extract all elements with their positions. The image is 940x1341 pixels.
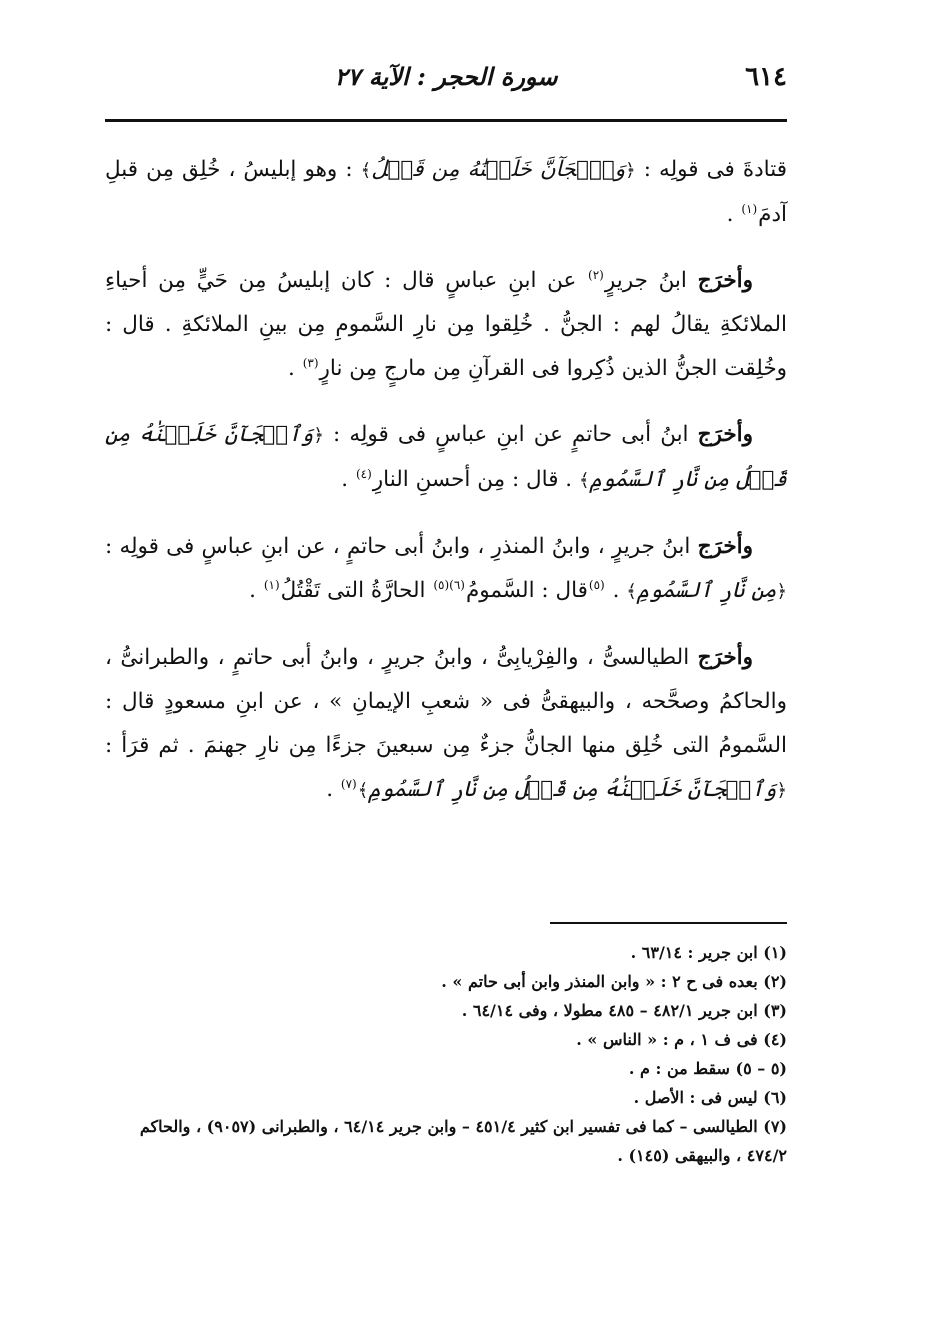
footnote-ref[interactable]: (٥) <box>588 577 605 592</box>
text-run: الحارَّةُ التى تَقْتُلُ <box>280 578 433 603</box>
footnote-ref[interactable]: (٣) <box>302 355 319 370</box>
ornate-bracket: ﴿ <box>625 160 636 181</box>
footnote-ref[interactable]: (٢) <box>588 267 604 282</box>
paragraph <box>105 413 787 503</box>
paragraph-lead: وأخرَج <box>697 645 753 670</box>
footnote-ref[interactable]: (٤) <box>355 466 372 481</box>
paragraph <box>105 148 787 237</box>
running-title: سورة الحجر : الآية ٢٧ <box>334 62 558 91</box>
header-rule <box>105 119 787 122</box>
text-run: . قال : مِن أحسنِ النارِ <box>372 467 579 492</box>
text-run: ابنُ جريرٍ ، وابنُ المنذرِ ، وابنُ أبى حاتمٍ ، عن ابنِ عباسٍ فى قولِه : <box>105 534 698 559</box>
footnote-ref[interactable]: (٦)(٥) <box>433 577 465 592</box>
text-run: . <box>326 777 340 802</box>
paragraph-lead: وأخرَج <box>697 534 753 559</box>
footnote-separator <box>550 922 787 924</box>
footnote: (٢) بعده فى ح ٢ : « وابن المنذر وابن أبى حاتم » . <box>441 972 787 991</box>
paragraph <box>105 525 787 614</box>
ornate-bracket: ﴾ <box>360 160 372 181</box>
paragraph <box>105 636 787 813</box>
text-run: الطيالسىُّ ، والفِرْيابِىُّ ، وابنُ جريرٍ ، وابنُ أبى حاتمٍ ، والطبرانىُّ ، والحاكمُ وصحَّحه ، والبيهقىُّ فى « شعبِ الإيمانِ » ، عن ابنِ مسعودٍ قال : السَّمومُ التى خُلِق منها الجانُّ جزءٌ مِن سبعينَ جزءًا مِن نارِ جهنمَ . ثم قرَأ : <box>105 645 787 758</box>
ornate-bracket: ﴿ <box>313 425 324 446</box>
ornate-bracket: ﴾ <box>357 780 369 801</box>
quran-verse: وَٱلۡجَآنَّ خَلَقۡنَٰهُ مِن قَبۡلُ مِن نَّارِ ٱلسَّمُومِ <box>368 777 777 802</box>
main-text <box>105 148 787 835</box>
ornate-bracket: ﴿ <box>776 581 787 602</box>
paragraph-lead: وأخرَج <box>697 268 753 293</box>
page-number: ٦١٤ <box>745 62 787 92</box>
text-run: . <box>249 578 263 603</box>
text-run: : وهو إبليسُ ، خُلِق مِن قبلِ آدمَ <box>105 157 787 227</box>
quran-verse: مِن نَّارِ ٱلسَّمُومِ <box>636 578 777 603</box>
paragraph <box>105 259 787 391</box>
page-header <box>105 62 787 102</box>
footnote-ref[interactable]: (١) <box>263 577 280 592</box>
footnote: (٥ – ٥) سقط من : م . <box>628 1059 787 1078</box>
text-run: . <box>605 578 627 603</box>
footnotes <box>105 938 787 1170</box>
text-run: . <box>288 356 302 381</box>
quran-verse: وَٱلۡجَآنَّ خَلَقۡنَٰهُ مِن قَبۡلُ مِن نَّارِ ٱلسَّمُومِ <box>105 422 787 492</box>
ornate-bracket: ﴿ <box>776 780 787 801</box>
text-run: ابنُ أبى حاتمٍ عن ابنِ عباسٍ فى قولِه : <box>323 422 698 447</box>
footnote-ref[interactable]: (١) <box>741 201 758 216</box>
ornate-bracket: ﴾ <box>578 470 590 491</box>
text-run: ابنُ جريرٍ <box>604 268 698 293</box>
quran-verse: وَٱلۡجَآنَّ خَلَقۡنَٰهُ مِن قَبۡلُ <box>371 157 626 182</box>
text-run: . <box>341 467 355 492</box>
ornate-bracket: ﴾ <box>626 581 637 602</box>
footnote: (١) ابن جرير : ٦٣/١٤ . <box>630 943 787 962</box>
footnote: (٤) فى ف ١ ، م : « الناس » . <box>576 1030 787 1049</box>
text-run: . <box>726 202 741 227</box>
text-run: قال : السَّمومُ <box>465 578 588 603</box>
footnote: (٧) الطيالسى – كما فى تفسير ابن كثير ٤٥١/٤ – وابن جرير ٦٤/١٤ ، والطبرانى (٩٠٥٧) ، والحاكم ٤٧٤/٢ ، والبيهقى (١٤٥) . <box>139 1117 787 1165</box>
footnote-ref[interactable]: (٧) <box>340 776 357 791</box>
text-run: عن ابنِ عباسٍ قال : كان إبليسُ مِن حَيٍّ مِن أحياءِ الملائكةِ يقالُ لهم : الجنُّ . خُلِقوا مِن نارِ السَّمومِ مِن بينِ الملائكةِ . قال : وخُلِقت الجنُّ الذين ذُكِروا فى القرآنِ مِن مارجٍ مِن نارٍ <box>105 268 787 381</box>
footnote: (٣) ابن جرير ٤٨٢/١ – ٤٨٥ مطولا ، وفى ٦٤/١٤ . <box>461 1001 787 1020</box>
footnote: (٦) ليس فى : الأصل . <box>633 1088 787 1107</box>
paragraph-lead: وأخرَج <box>697 422 753 447</box>
text-run: قتادةَ فى قولِه : <box>635 157 787 182</box>
